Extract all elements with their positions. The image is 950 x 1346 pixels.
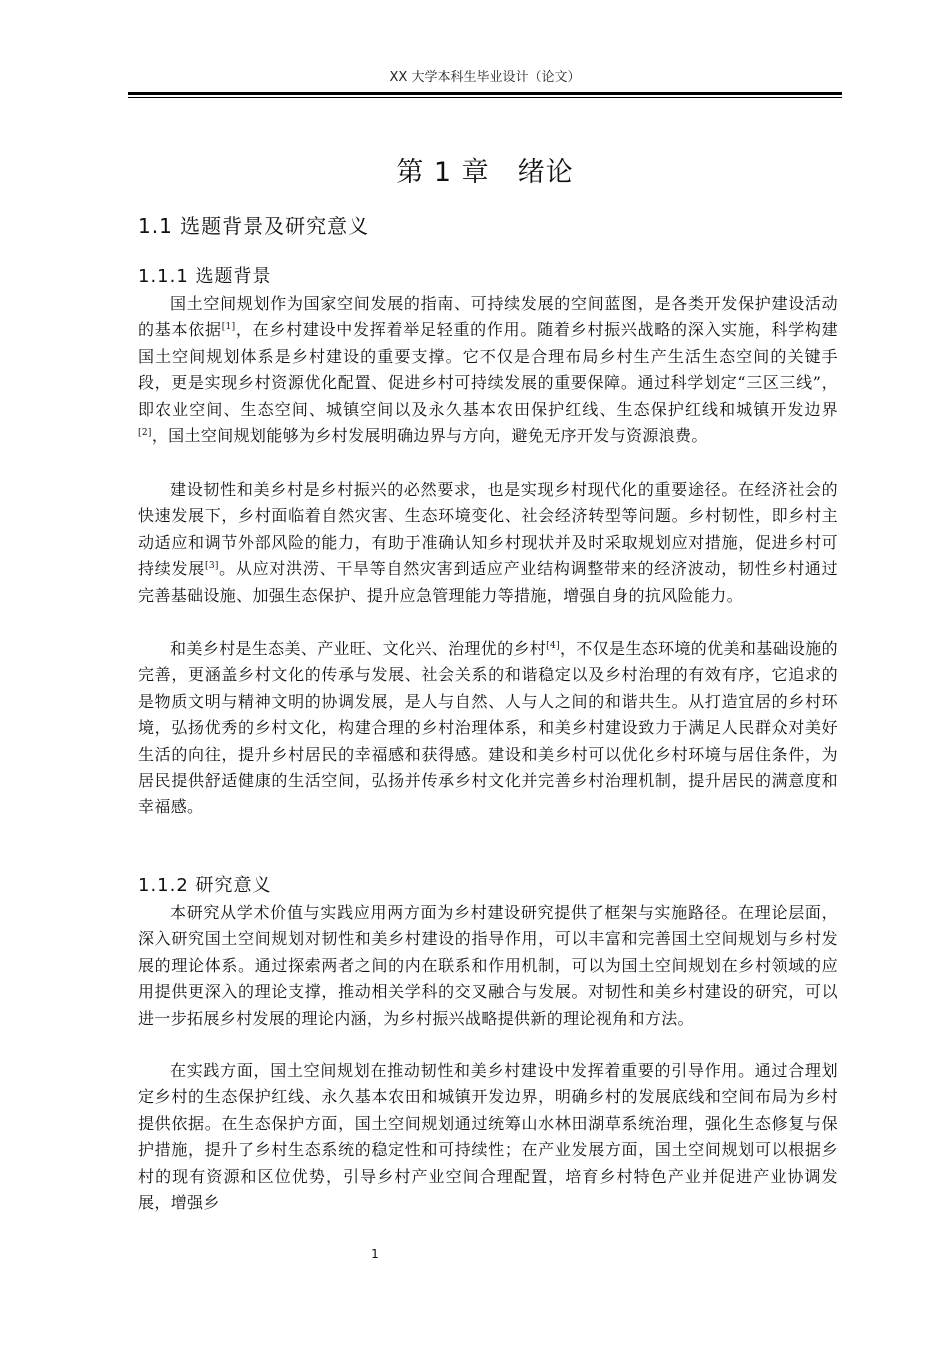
header-rule-thin — [128, 97, 842, 98]
section-heading: 1.1 选题背景及研究意义 — [138, 214, 370, 238]
page-header: XX 大学本科生毕业设计（论文） — [389, 70, 581, 85]
paragraph-background-2: 建设韧性和美乡村是乡村振兴的必然要求，也是实现乡村现代化的重要途径。在经济社会的快速发展下，乡村面临着自然灾害、生态环境变化、社会经济转型等问题。乡村韧性，即乡村主动适应和调节外部风险的能力，有助于准确认知乡村现状并及时采取规划应对措施，促进乡村可持续发展[3]。从应对洪涝、干旱等自然灾害到适应产业结构调整带来的经济波动，韧性乡村通过完善基础设施、加强生态保护、提升应急管理能力等措施，增强自身的抗风险能力。 — [138, 480, 839, 605]
header-rule-thick — [128, 92, 842, 95]
citation-3: [3] — [204, 561, 219, 572]
citation-4: [4] — [546, 641, 560, 651]
paragraph-background-1: 国土空间规划作为国家空间发展的指南、可持续发展的空间蓝图，是各类开发保护建设活动的基本依据[1]，在乡村建设中发挥着举足轻重的作用。随着乡村振兴战略的深入实施，科学构建国土空间规划体系是乡村建设的重要支撑。它不仅是合理布局乡村生产生活生态空间的关键手段，更是实现乡村资源优化配置、促进乡村可持续发展的重要保障。通过科学划定“三区三线”，即农业空间、生态空间、城镇空间以及永久基本农田保护红线、生态保护红线和城镇开发边界[2]，国土空间规划能够为乡村发展明确边界与方向，避免无序开发与资源浪费。 — [138, 294, 838, 446]
subsection-heading-background: 1.1.1 选题背景 — [138, 266, 272, 287]
citation-1: [1] — [221, 322, 236, 333]
chapter-title: 第 1 章 绪论 — [396, 157, 574, 188]
paragraph-background-3: 和美乡村是生态美、产业旺、文化兴、治理优的乡村[4]，不仅是生态环境的优美和基础设施的完善，更涵盖乡村文化的传承与发展、社会关系的和谐稳定以及乡村治理的有效有序，它追求的是物质文明与精神文明的协调发展，是人与自然、人与人之间的和谐共生。从打造宜居的乡村环境，弘扬优秀的乡村文化，构建合理的乡村治理体系，和美乡村建设致力于满足人民群众对美好生活的向往，提升乡村居民的幸福感和获得感。建设和美乡村可以优化乡村环境与居住条件，为居民提供舒适健康的生活空间，弘扬并传承乡村文化并完善乡村治理机制，提升居民的满意度和幸福感。 — [138, 639, 838, 817]
subsection-heading-significance: 1.1.2 研究意义 — [138, 875, 272, 896]
paragraph-significance-2: 在实践方面，国土空间规划在推动韧性和美乡村建设中发挥着重要的引导作用。通过合理划定乡村的生态保护红线、永久基本农田和城镇开发边界，明确乡村的发展底线和空间布局为乡村提供依据。在生态保护方面，国土空间规划通过统筹山水林田湖草系统治理，强化生态修复与保护措施，提升了乡村生态系统的稳定性和可持续性；在产业发展方面，国土空间规划可以根据乡村的现有资源和区位优势，引导乡村产业空间合理配置，培育乡村特色产业并促进产业协调发展，增强乡 — [138, 1061, 838, 1213]
citation-2: [2] — [138, 428, 152, 439]
page-number: 1 — [371, 1247, 379, 1261]
paragraph-significance-1: 本研究从学术价值与实践应用两方面为乡村建设研究提供了框架与实施路径。在理论层面，深入研究国土空间规划对韧性和美乡村建设的指导作用，可以丰富和完善国土空间规划与乡村发展的理论体系。通过探索两者之间的内在联系和作用机制，可以为国土空间规划在乡村领域的应用提供更深入的理论支撑，推动相关学科的交叉融合与发展。对韧性和美乡村建设的研究，可以进一步拓展乡村发展的理论内涵，为乡村振兴战略提供新的理论视角和方法。 — [138, 903, 838, 1028]
